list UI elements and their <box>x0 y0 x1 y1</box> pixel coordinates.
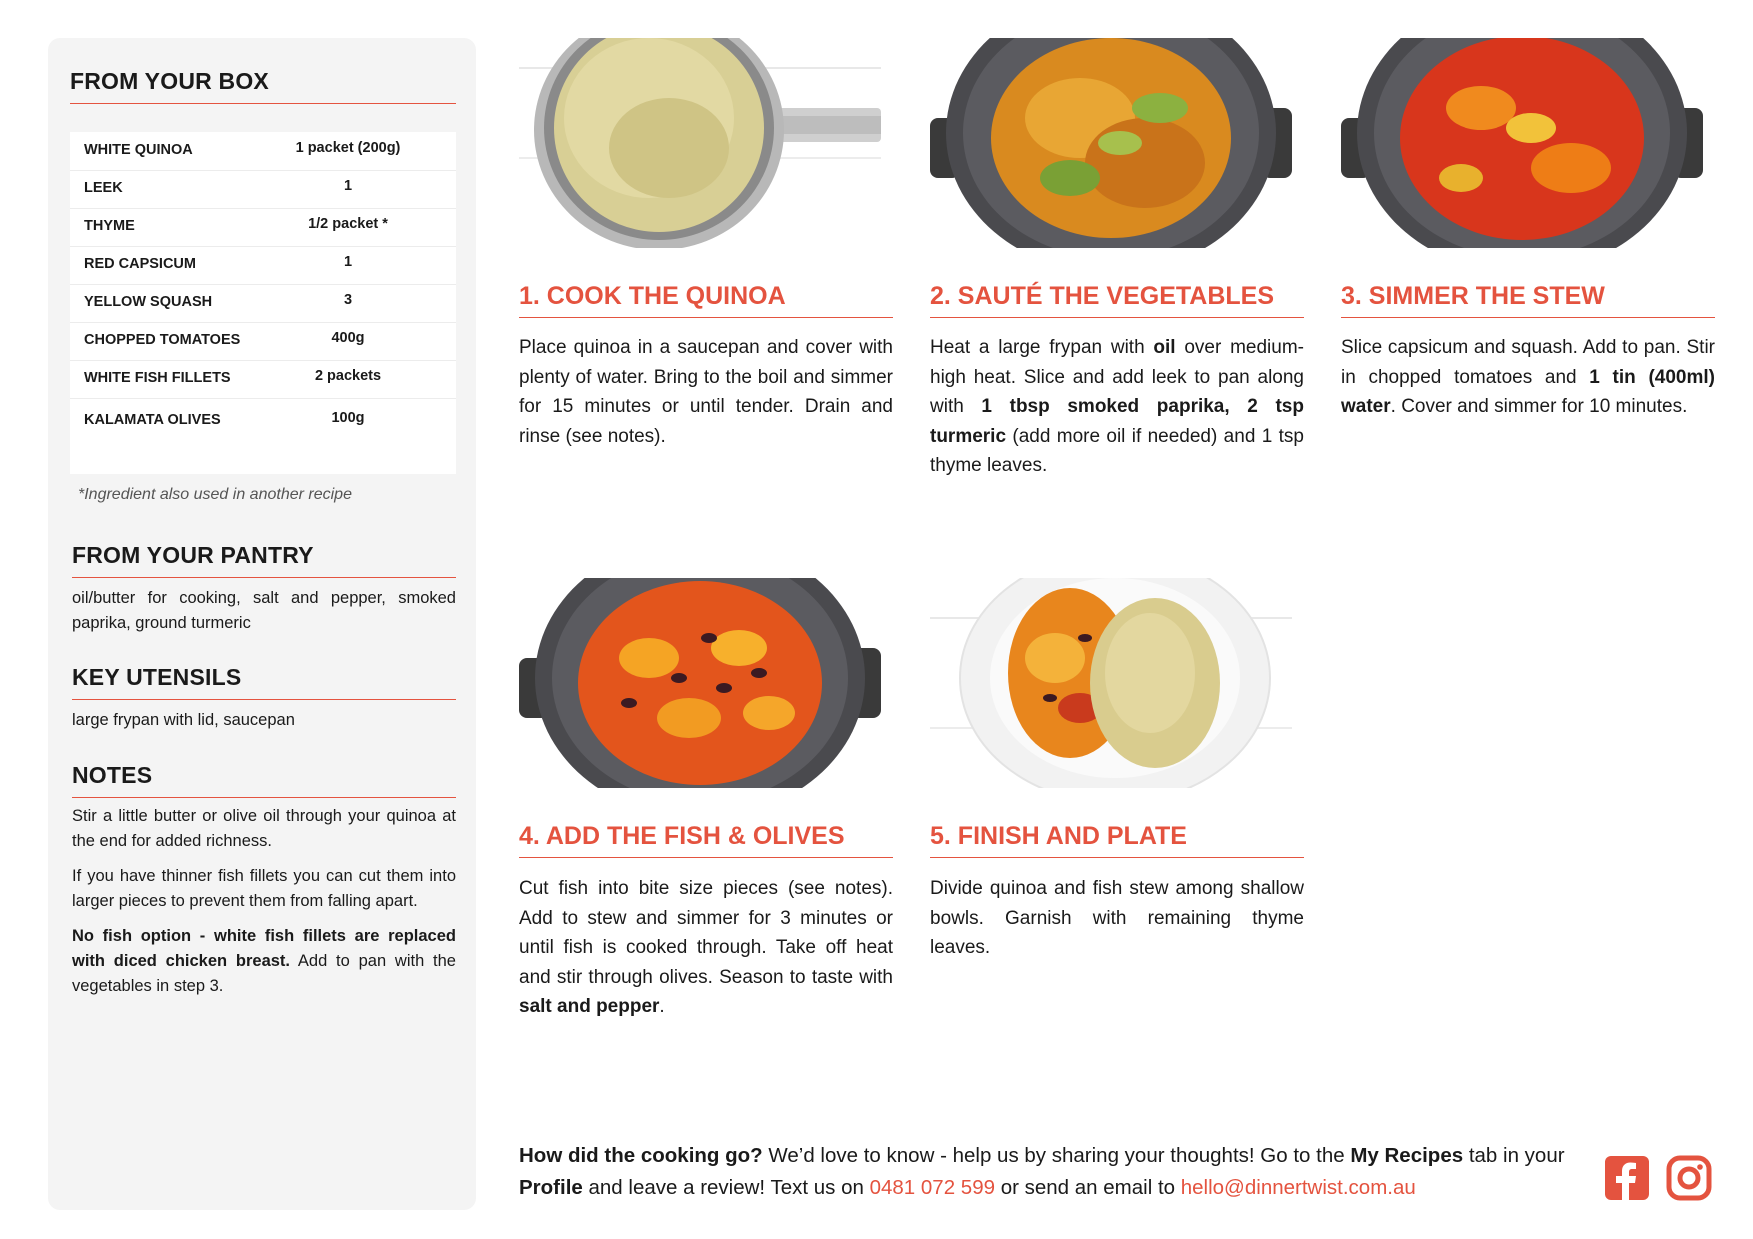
step-4-title: 4. ADD THE FISH & OLIVES <box>519 822 893 858</box>
ingredient-name: CHOPPED TOMATOES <box>84 332 241 348</box>
step-text: Divide quinoa and fish stew among shallow bowls. Garnish with remaining thyme leaves. <box>930 878 1304 958</box>
my-recipes-label: My Recipes <box>1350 1144 1464 1167</box>
step-2-title: 2. SAUTÉ THE VEGETABLES <box>930 282 1304 318</box>
ingredient-name: YELLOW SQUASH <box>84 294 213 310</box>
pantry-section-title: FROM YOUR PANTRY <box>72 542 456 578</box>
ingredient-row <box>70 322 456 361</box>
step-text: . Cover and simmer for 10 minutes. <box>1390 396 1688 417</box>
ingredient-qty: 400g <box>331 330 365 346</box>
ingredient-row <box>70 246 456 285</box>
step-bold-text: 1 tin (400ml) water <box>1341 366 1715 417</box>
pantry-text: oil/butter for cooking, salt and pepper, smoked paprika, ground turmeric <box>72 589 456 632</box>
ingredient-row <box>70 360 456 399</box>
feedback-text: or send an email to <box>995 1176 1181 1199</box>
feedback-text: tab in your <box>1463 1144 1565 1167</box>
step-3-body <box>1341 333 1715 422</box>
note-paragraph: Stir a little butter or olive oil through your quinoa at the end for added richness. <box>72 807 456 850</box>
step-3-photo <box>1341 38 1703 248</box>
ingredient-qty: 1/2 packet * <box>308 216 388 232</box>
ingredient-name: LEEK <box>84 180 123 196</box>
step-bold-text: salt and pepper <box>519 996 660 1017</box>
ingredient-row <box>70 170 456 209</box>
step-5-photo <box>930 578 1292 788</box>
ingredient-qty: 1 <box>343 178 353 194</box>
step-4-photo <box>519 578 881 788</box>
note-bold-text: No fish option - white fish fillets are replaced with diced chicken breast. <box>72 927 456 970</box>
profile-label: Profile <box>519 1176 583 1199</box>
instagram-icon[interactable] <box>1666 1155 1712 1201</box>
step-text: Heat a large frypan with <box>930 337 1154 358</box>
ingredient-name: KALAMATA OLIVES <box>84 412 221 428</box>
utensils-section-title: KEY UTENSILS <box>72 664 456 700</box>
ingredient-row <box>70 284 456 323</box>
note-paragraph <box>72 924 456 999</box>
ingredient-qty: 100g <box>331 410 365 426</box>
utensils-text: large frypan with lid, saucepan <box>72 711 295 729</box>
notes-body <box>72 804 456 1009</box>
box-section-title: FROM YOUR BOX <box>70 68 456 104</box>
sidebar-panel <box>48 38 476 1210</box>
phone-link[interactable]: 0481 072 599 <box>869 1176 995 1199</box>
step-text: Place quinoa in a saucepan and cover with plenty of water. Bring to the boil and simmer for 15 minutes or until tender. Drain and rinse (see notes). <box>519 337 893 447</box>
ingredient-name: WHITE QUINOA <box>84 142 193 158</box>
notes-section-title: NOTES <box>72 762 456 798</box>
step-5-body <box>930 874 1304 963</box>
step-1-photo <box>519 38 881 248</box>
ingredient-table <box>70 132 456 474</box>
step-text: Slice capsicum and squash. Add to pan. Stir in chopped tomatoes and <box>1341 337 1715 388</box>
feedback-text: and leave a review! Text us on <box>582 1176 870 1199</box>
facebook-icon[interactable] <box>1604 1155 1650 1201</box>
ingredient-qty: 1 packet (200g) <box>295 140 401 156</box>
ingredient-name: THYME <box>84 218 135 234</box>
step-bold-text: oil <box>1153 337 1176 358</box>
ingredient-row <box>70 398 456 436</box>
ingredient-row <box>70 132 456 171</box>
step-text: over medium-high heat. Slice and add leek to pan along with <box>930 337 1304 417</box>
step-2-photo <box>930 38 1292 248</box>
note-text: Add to pan with the vegetables in step 3. <box>72 952 456 995</box>
ingredient-name: WHITE FISH FILLETS <box>84 370 231 386</box>
step-5-title: 5. FINISH AND PLATE <box>930 822 1304 858</box>
step-text: Cut fish into bite size pieces (see notes). Add to stew and simmer for 3 minutes or until fish is cooked through. Take off heat and stir through olives. Season to taste with <box>519 878 893 988</box>
ingredient-qty: 3 <box>343 292 353 308</box>
step-3-title: 3. SIMMER THE STEW <box>1341 282 1715 318</box>
ingredient-footnote: *Ingredient also used in another recipe <box>78 486 352 503</box>
ingredient-name: RED CAPSICUM <box>84 256 196 272</box>
feedback-message <box>519 1140 1579 1204</box>
feedback-text: We’d love to know - help us by sharing your thoughts! Go to the <box>762 1144 1351 1167</box>
ingredient-qty: 1 <box>343 254 353 270</box>
step-text: (add more oil if needed) and 1 tsp thyme leaves. <box>930 425 1304 476</box>
step-4-body <box>519 874 893 1022</box>
step-text: . <box>659 996 665 1017</box>
ingredient-qty: 2 packets <box>314 368 382 384</box>
email-link[interactable]: hello@dinnertwist.com.au <box>1180 1176 1416 1199</box>
step-1-title: 1. COOK THE QUINOA <box>519 282 893 318</box>
note-paragraph: If you have thinner fish fillets you can cut them into larger pieces to prevent them from falling apart. <box>72 867 456 910</box>
step-1-body <box>519 333 893 451</box>
step-bold-text: 1 tbsp smoked paprika, 2 tsp turmeric <box>930 396 1304 447</box>
ingredient-row <box>70 208 456 247</box>
step-2-body <box>930 333 1304 481</box>
feedback-question: How did the cooking go? <box>519 1144 763 1167</box>
